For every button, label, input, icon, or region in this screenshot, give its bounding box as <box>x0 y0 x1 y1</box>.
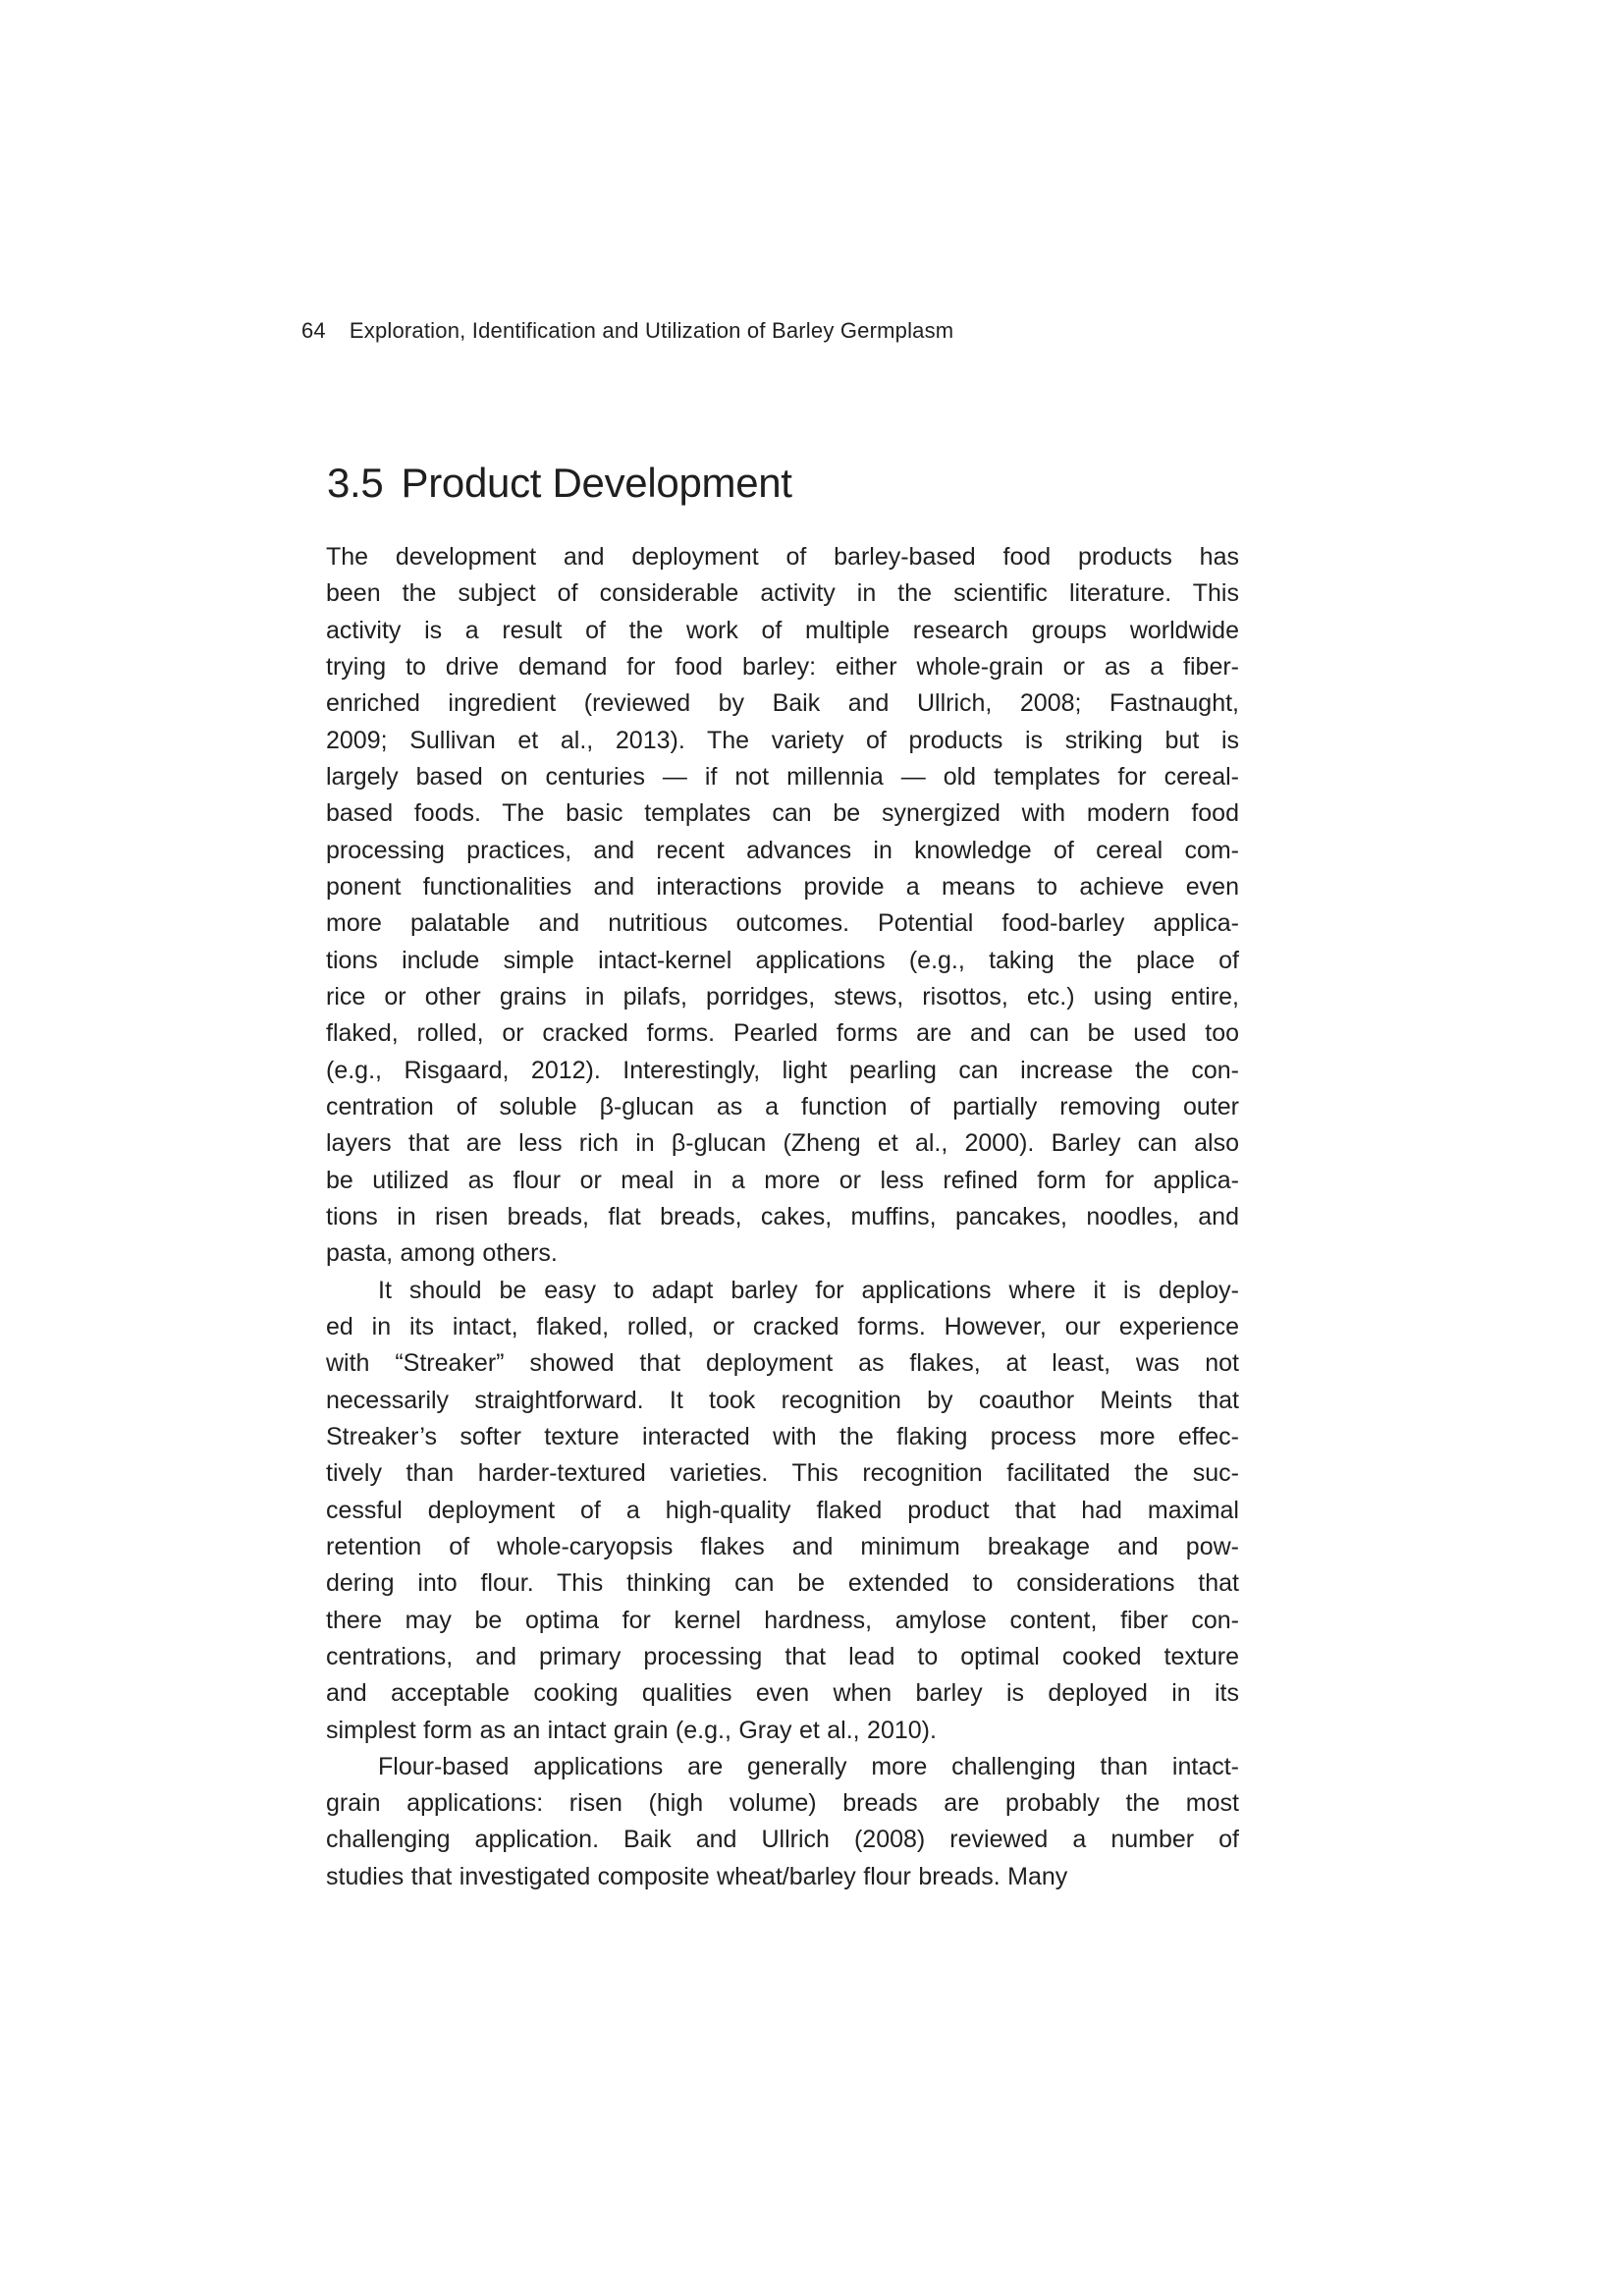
text-line: ponent functionalities and interactions provide a means to achieve even <box>326 872 1239 901</box>
text-line: challenging application. Baik and Ullrich (2008) reviewed a number of <box>326 1826 1239 1854</box>
text-line: Streaker’s softer texture interacted with the flaking process more effec- <box>326 1422 1239 1450</box>
text-line: It should be easy to adapt barley for applications where it is deploy- <box>378 1276 1239 1304</box>
section-heading <box>327 458 1309 509</box>
paragraph <box>326 1749 1239 1895</box>
text-line: centrations, and primary processing that lead to optimal cooked texture <box>326 1642 1239 1670</box>
text-line: with “Streaker” showed that deployment as flakes, at least, was not <box>326 1349 1239 1378</box>
text-line: The development and deployment of barley-based food products has <box>326 543 1239 571</box>
running-title: Exploration, Identification and Utilization of Barley Germplasm <box>349 318 954 343</box>
text-line: cessful deployment of a high-quality flaked product that had maximal <box>326 1496 1239 1524</box>
paragraph <box>326 1273 1239 1749</box>
body-text <box>326 539 1239 1895</box>
text-line: enriched ingredient (reviewed by Baik and Ullrich, 2008; Fastnaught, <box>326 689 1239 718</box>
paragraph <box>326 539 1239 1273</box>
text-line: tions include simple intact-kernel applications (e.g., taking the place of <box>326 946 1239 974</box>
section-title: Product Development <box>401 460 792 506</box>
text-line: centration of soluble β-glucan as a function of partially removing outer <box>326 1092 1239 1121</box>
text-line: there may be optima for kernel hardness, amylose content, fiber con- <box>326 1606 1239 1634</box>
text-line: dering into flour. This thinking can be extended to considerations that <box>326 1569 1239 1598</box>
text-line: ed in its intact, flaked, rolled, or cracked forms. However, our experience <box>326 1312 1239 1340</box>
text-line: be utilized as flour or meal in a more or less refined form for applica- <box>326 1166 1239 1194</box>
text-line: Flour-based applications are generally more challenging than intact- <box>378 1752 1239 1780</box>
text-line: more palatable and nutritious outcomes. Potential food-barley applica- <box>326 909 1239 938</box>
page-number: 64 <box>301 318 326 343</box>
text-line: flaked, rolled, or cracked forms. Pearled forms are and can be used too <box>326 1019 1239 1048</box>
text-line: retention of whole-caryopsis flakes and minimum breakage and pow- <box>326 1532 1239 1560</box>
text-line: been the subject of considerable activity in the scientific literature. This <box>326 579 1239 608</box>
text-line: tions in risen breads, flat breads, cakes, muffins, pancakes, noodles, and <box>326 1202 1239 1230</box>
text-line: rice or other grains in pilafs, porridges, stews, risottos, etc.) using entire, <box>326 982 1239 1011</box>
text-line: pasta, among others. <box>326 1239 558 1268</box>
text-line: processing practices, and recent advances in knowledge of cereal com- <box>326 836 1239 864</box>
text-line: based foods. The basic templates can be synergized with modern food <box>326 799 1239 828</box>
text-line: and acceptable cooking qualities even when barley is deployed in its <box>326 1679 1239 1708</box>
text-line: grain applications: risen (high volume) breads are probably the most <box>326 1789 1239 1818</box>
text-line: simplest form as an intact grain (e.g., Gray et al., 2010). <box>326 1716 937 1744</box>
text-line: trying to drive demand for food barley: either whole-grain or as a fiber- <box>326 652 1239 681</box>
text-line: 2009; Sullivan et al., 2013). The variety of products is striking but is <box>326 726 1239 754</box>
text-line: (e.g., Risgaard, 2012). Interestingly, light pearling can increase the con- <box>326 1056 1239 1084</box>
text-line: tively than harder-textured varieties. This recognition facilitated the suc- <box>326 1459 1239 1488</box>
text-line: necessarily straightforward. It took recognition by coauthor Meints that <box>326 1386 1239 1414</box>
page-header <box>301 316 1381 346</box>
text-line: largely based on centuries — if not millennia — old templates for cereal- <box>326 762 1239 791</box>
text-line: layers that are less rich in β-glucan (Zheng et al., 2000). Barley can also <box>326 1129 1239 1158</box>
text-line: studies that investigated composite wheat/barley flour breads. Many <box>326 1862 1068 1890</box>
text-line: activity is a result of the work of multiple research groups worldwide <box>326 616 1239 644</box>
section-number: 3.5 <box>327 460 384 506</box>
